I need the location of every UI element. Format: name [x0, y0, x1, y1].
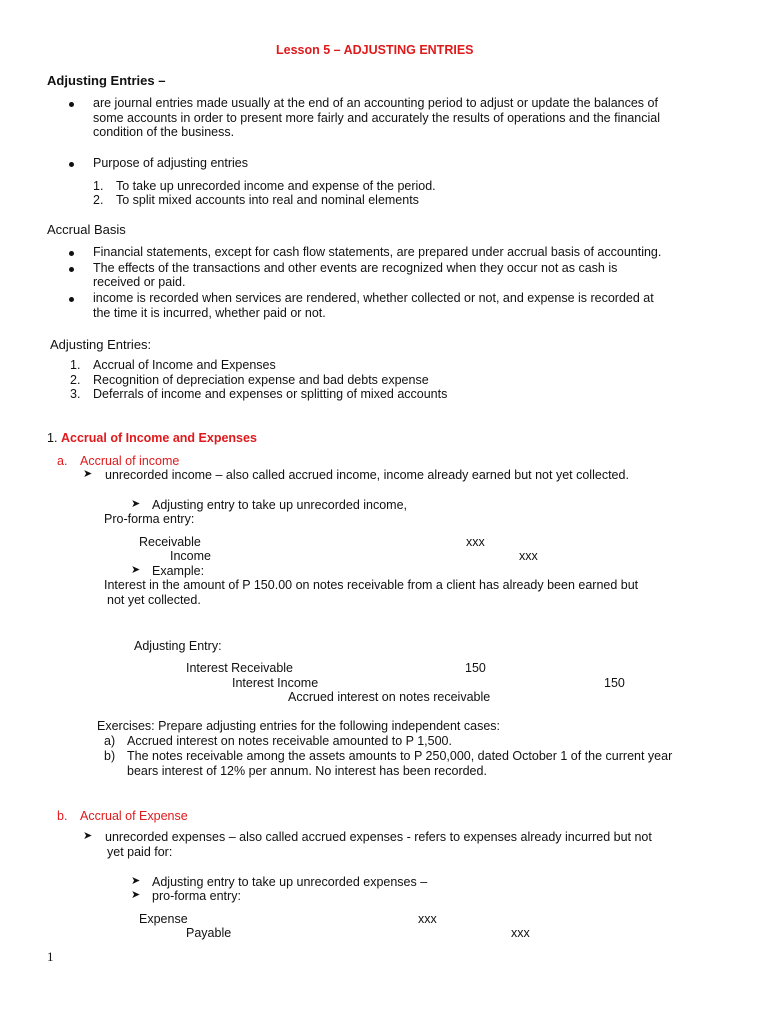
- journal-credit-amount: xxx: [511, 926, 530, 940]
- exercise-item: Accrued interest on notes receivable amounted to P 1,500.: [127, 734, 452, 748]
- arrow-bullet-icon: ➤: [83, 830, 93, 842]
- bullet-icon: [69, 102, 74, 107]
- list-item: the time it is incurred, whether paid or not.: [93, 306, 326, 320]
- list-item: To split mixed accounts into real and nominal elements: [116, 193, 419, 207]
- purpose-text: Purpose of adjusting entries: [93, 156, 248, 170]
- journal-explanation: Accrued interest on notes receivable: [288, 690, 491, 704]
- list-item: Deferrals of income and expenses or splitting of mixed accounts: [93, 387, 448, 401]
- bullet-icon: [69, 267, 74, 272]
- list-number: 1.: [93, 179, 104, 193]
- exercise-item: bears interest of 12% per annum. No interest has been recorded.: [127, 764, 487, 778]
- example-label: Example:: [152, 564, 205, 578]
- journal-debit-account: Expense: [139, 912, 188, 926]
- adjusting-entry-label: Adjusting Entry:: [134, 639, 222, 653]
- list-item: The effects of the transactions and other events are recognized when they occur not as cash is: [93, 261, 618, 275]
- exercises-heading: Exercises: Prepare adjusting entries for the following independent cases:: [97, 719, 501, 733]
- arrow-bullet-icon: ➤: [131, 875, 141, 887]
- list-number: 1.: [70, 358, 81, 372]
- bullet-icon: [69, 297, 74, 302]
- arrow-bullet-icon: ➤: [131, 498, 141, 510]
- definition-text: condition of the business.: [93, 125, 235, 139]
- list-item: To take up unrecorded income and expense of the period.: [116, 179, 436, 193]
- description-text: unrecorded expenses – also called accrued expenses - refers to expenses already incurred but not: [105, 830, 652, 844]
- adjusting-entry-text: Adjusting entry to take up unrecorded income,: [152, 498, 408, 512]
- subsection-title-accrual-expense: Accrual of Expense: [80, 809, 188, 823]
- subsection-title-accrual-income: Accrual of income: [80, 454, 180, 468]
- exercise-item: The notes receivable among the assets amounts to P 250,000, dated October 1 of the current year: [127, 749, 673, 763]
- bullet-icon: [69, 251, 74, 256]
- journal-debit-account: Interest Receivable: [186, 661, 294, 675]
- list-number: 2.: [70, 373, 81, 387]
- list-number: a): [104, 734, 116, 748]
- list-number: 3.: [70, 387, 81, 401]
- description-text: unrecorded income – also called accrued income, income already earned but not yet collected.: [105, 468, 629, 482]
- list-item: Financial statements, except for cash flow statements, are prepared under accrual basis of accounting.: [93, 245, 662, 259]
- description-text: yet paid for:: [107, 845, 173, 859]
- subsection-label: a.: [57, 454, 68, 468]
- list-item: income is recorded when services are rendered, whether collected or not, and expense is recorded at: [93, 291, 654, 305]
- list-item: Accrual of Income and Expenses: [93, 358, 276, 372]
- journal-credit-account: Interest Income: [232, 676, 319, 690]
- adjusting-entry-text: Adjusting entry to take up unrecorded expenses –: [152, 875, 428, 889]
- page-title: Lesson 5 – ADJUSTING ENTRIES: [276, 43, 474, 57]
- definition-text: some accounts in order to present more fairly and accurately the results of operations and the financial: [93, 111, 660, 125]
- example-text: Interest in the amount of P 150.00 on notes receivable from a client has already been earned but: [104, 578, 639, 592]
- section-title-accrual: Accrual of Income and Expenses: [61, 431, 257, 445]
- list-number: 2.: [93, 193, 104, 207]
- journal-debit-account: Receivable: [139, 535, 201, 549]
- bullet-icon: [69, 162, 74, 167]
- journal-credit-amount: xxx: [519, 549, 538, 563]
- arrow-bullet-icon: ➤: [83, 468, 93, 480]
- journal-credit-account: Payable: [186, 926, 232, 940]
- journal-debit-amount: 150: [465, 661, 486, 675]
- journal-debit-amount: xxx: [466, 535, 485, 549]
- subsection-label: b.: [57, 809, 68, 823]
- section-heading-adjusting-list: Adjusting Entries:: [50, 337, 152, 352]
- proforma-label: Pro-forma entry:: [104, 512, 195, 526]
- section-heading-adjusting-entries: Adjusting Entries –: [47, 73, 166, 88]
- journal-debit-amount: xxx: [418, 912, 437, 926]
- section-heading-accrual-basis: Accrual Basis: [47, 222, 126, 237]
- proforma-label: pro-forma entry:: [152, 889, 241, 903]
- arrow-bullet-icon: ➤: [131, 564, 141, 576]
- example-text: not yet collected.: [107, 593, 201, 607]
- journal-credit-account: Income: [170, 549, 211, 563]
- page-number: 1: [47, 949, 54, 964]
- list-item: received or paid.: [93, 275, 186, 289]
- journal-credit-amount: 150: [604, 676, 625, 690]
- arrow-bullet-icon: ➤: [131, 889, 141, 901]
- definition-text: are journal entries made usually at the end of an accounting period to adjust or update the balances of: [93, 96, 658, 110]
- section-number: 1.: [47, 431, 58, 445]
- list-item: Recognition of depreciation expense and bad debts expense: [93, 373, 429, 387]
- list-number: b): [104, 749, 116, 763]
